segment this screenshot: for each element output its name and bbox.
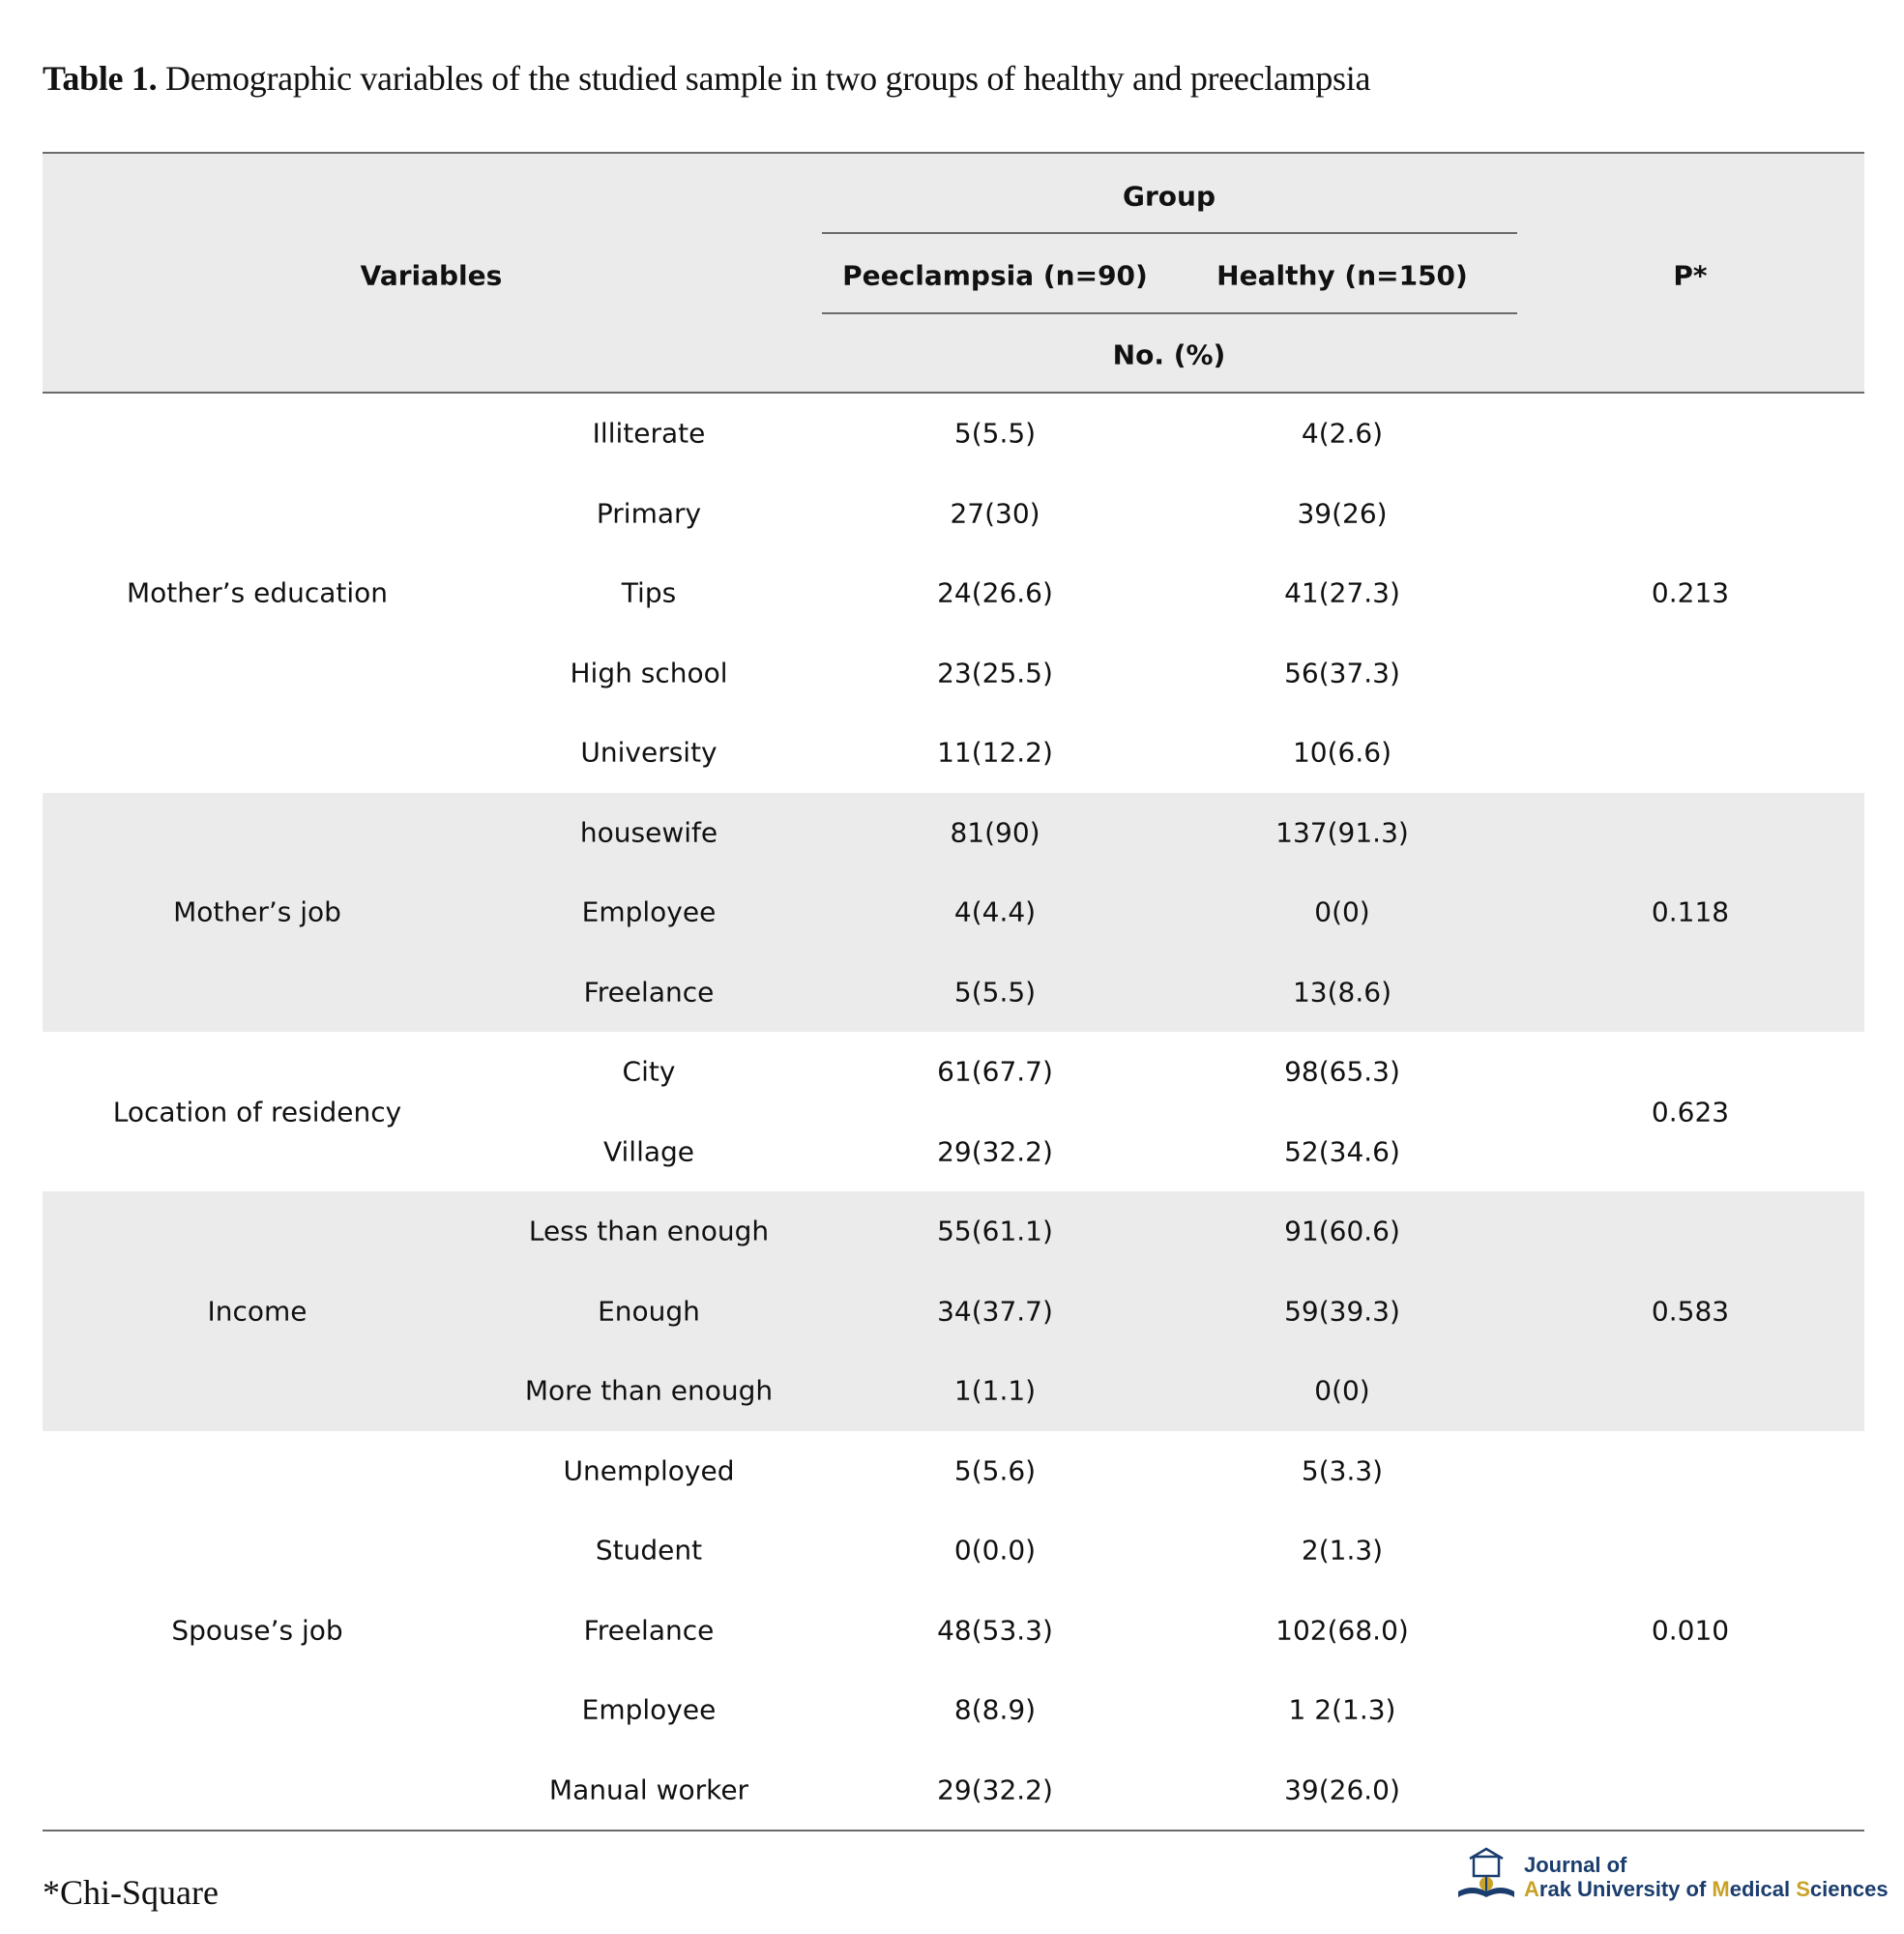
journal-word-medical: edical (1729, 1877, 1797, 1901)
variable-name: Spouse’s job (171, 1614, 343, 1647)
journal-logo (1452, 1847, 1889, 1909)
journal-word-arak: rak University of (1538, 1877, 1713, 1901)
category-label: University (580, 736, 718, 769)
category-label: Primary (596, 497, 702, 530)
category-label: High school (570, 657, 728, 689)
header-variables: Variables (360, 259, 503, 292)
footnote: *Chi-Square (43, 1873, 219, 1912)
preeclampsia-value: 23(25.5) (937, 657, 1053, 689)
journal-name (1524, 1853, 1889, 1901)
healthy-value: 13(8.6) (1292, 976, 1392, 1009)
category-label: Village (602, 1135, 695, 1168)
variable-group (43, 1191, 1864, 1431)
healthy-value: 56(37.3) (1284, 657, 1400, 689)
journal-word-sciences: ciences (1809, 1877, 1889, 1901)
healthy-value: 39(26) (1297, 497, 1388, 530)
healthy-value: 2(1.3) (1301, 1534, 1384, 1567)
variable-group (43, 1032, 1864, 1191)
category-label: City (622, 1055, 676, 1088)
journal-initial-s: S (1796, 1877, 1810, 1901)
healthy-value: 102(68.0) (1275, 1614, 1409, 1647)
category-label: Freelance (583, 1614, 715, 1647)
preeclampsia-value: 0(0.0) (953, 1534, 1037, 1567)
healthy-value: 41(27.3) (1284, 576, 1400, 609)
preeclampsia-value: 27(30) (950, 497, 1040, 530)
category-label: Illiterate (592, 417, 706, 450)
healthy-value: 5(3.3) (1301, 1454, 1384, 1487)
healthy-value: 137(91.3) (1275, 816, 1409, 849)
variable-group (43, 793, 1864, 1033)
p-value: 0.213 (1651, 576, 1730, 609)
healthy-value: 0(0) (1314, 1374, 1370, 1407)
healthy-value: 1 2(1.3) (1288, 1693, 1396, 1726)
healthy-value: 52(34.6) (1284, 1135, 1400, 1168)
category-label: Manual worker (548, 1773, 749, 1806)
category-label: Employee (581, 895, 717, 928)
category-label: Student (595, 1534, 703, 1567)
category-label: Unemployed (563, 1454, 735, 1487)
preeclampsia-value: 11(12.2) (937, 736, 1053, 769)
category-label: More than enough (524, 1374, 774, 1407)
p-value: 0.010 (1651, 1614, 1730, 1647)
p-value: 0.623 (1651, 1096, 1730, 1128)
category-label: Enough (598, 1295, 700, 1328)
header-group: Group (1122, 180, 1216, 213)
healthy-value: 59(39.3) (1284, 1295, 1400, 1328)
variable-group (43, 1431, 1864, 1831)
preeclampsia-value: 29(32.2) (937, 1135, 1053, 1168)
table-header (43, 154, 1864, 392)
journal-initial-m: M (1712, 1877, 1730, 1901)
healthy-value: 0(0) (1314, 895, 1370, 928)
caption-label: Table 1. (43, 59, 158, 98)
preeclampsia-value: 4(4.4) (953, 895, 1037, 928)
preeclampsia-value: 81(90) (950, 816, 1040, 849)
caption-text: Demographic variables of the studied sample in two groups of healthy and preeclampsia (165, 59, 1371, 98)
preeclampsia-value: 61(67.7) (937, 1055, 1053, 1088)
preeclampsia-value: 34(37.7) (937, 1295, 1053, 1328)
variable-name: Mother’s job (173, 895, 341, 928)
healthy-value: 4(2.6) (1301, 417, 1384, 450)
variable-name: Mother’s education (126, 576, 389, 609)
journal-name-line2 (1524, 1877, 1889, 1901)
category-label: Freelance (583, 976, 715, 1009)
journal-emblem-icon (1452, 1847, 1520, 1909)
preeclampsia-value: 5(5.6) (953, 1454, 1037, 1487)
header-healthy: Healthy (n=150) (1216, 259, 1468, 292)
preeclampsia-value: 48(53.3) (937, 1614, 1053, 1647)
preeclampsia-value: 8(8.9) (953, 1693, 1037, 1726)
header-p: P* (1673, 259, 1708, 292)
category-label: housewife (579, 816, 718, 849)
preeclampsia-value: 5(5.5) (953, 976, 1037, 1009)
journal-name-line1: Journal of (1524, 1853, 1627, 1877)
table-caption (43, 58, 1370, 99)
bottom-rule (43, 1830, 1864, 1831)
healthy-value: 98(65.3) (1284, 1055, 1400, 1088)
category-label: Employee (581, 1693, 717, 1726)
healthy-value: 39(26.0) (1284, 1773, 1400, 1806)
preeclampsia-value: 1(1.1) (953, 1374, 1037, 1407)
preeclampsia-value: 29(32.2) (937, 1773, 1053, 1806)
category-label: Less than enough (528, 1215, 770, 1247)
variable-name: Income (207, 1295, 308, 1328)
p-value: 0.118 (1651, 895, 1730, 928)
header-preeclampsia: Peeclampsia (n=90) (842, 259, 1148, 292)
variable-name: Location of residency (112, 1096, 402, 1128)
header-unit: No. (%) (1112, 338, 1226, 371)
category-label: Tips (621, 576, 677, 609)
preeclampsia-value: 24(26.6) (937, 576, 1053, 609)
variable-group (43, 394, 1864, 793)
p-value: 0.583 (1651, 1295, 1730, 1328)
healthy-value: 10(6.6) (1292, 736, 1392, 769)
preeclampsia-value: 55(61.1) (937, 1215, 1053, 1247)
preeclampsia-value: 5(5.5) (953, 417, 1037, 450)
subheader-rule (822, 312, 1517, 314)
healthy-value: 91(60.6) (1284, 1215, 1400, 1247)
journal-initial-a: A (1524, 1877, 1539, 1901)
group-rule (822, 232, 1517, 234)
